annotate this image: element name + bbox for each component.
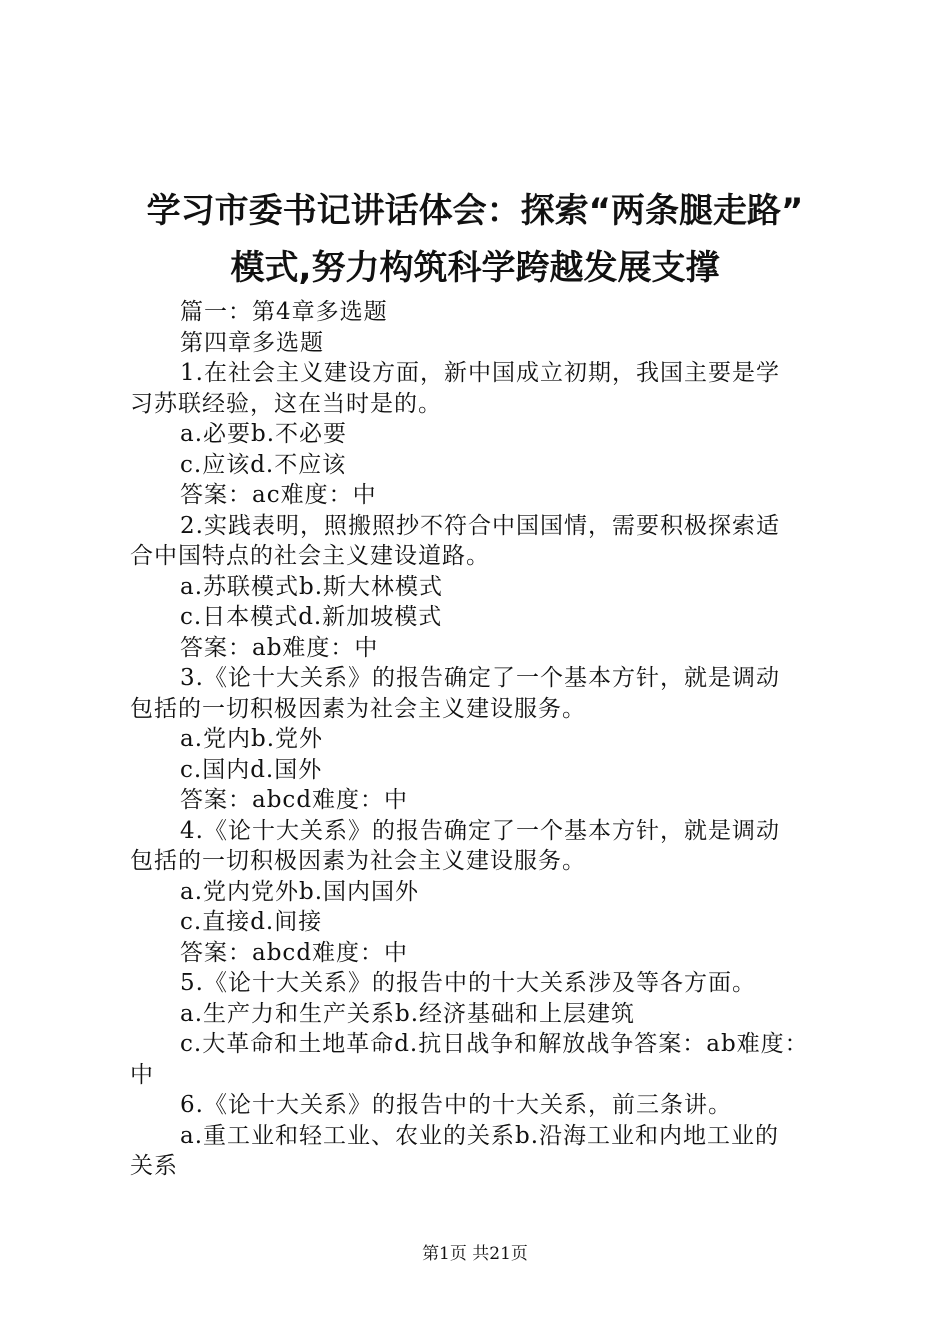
body-line: c.应该d.不应该: [180, 451, 347, 478]
body-line: 5.《论十大关系》的报告中的十大关系涉及等各方面。: [180, 970, 756, 996]
page-footer: 第1页 共21页: [422, 1244, 528, 1264]
body-line: c.国内d.国外: [180, 756, 323, 783]
body-line: 1.在社会主义建设方面，新中国成立初期，我国主要是学: [180, 360, 780, 386]
document-title-line-2: 模式,努力构筑科学跨越发展支撑: [230, 248, 720, 288]
body-line: 2.实践表明，照搬照抄不符合中国国情，需要积极探索适: [180, 512, 780, 539]
body-line: 合中国特点的社会主义建设道路。: [130, 543, 490, 569]
body-line: c.日本模式d.新加坡模式: [180, 604, 443, 630]
body-line: 答案：abcd难度：中: [180, 939, 409, 966]
body-line: a.生产力和生产关系b.经济基础和上层建筑: [180, 1000, 636, 1027]
body-line: 中: [130, 1061, 154, 1088]
body-line: a.重工业和轻工业、农业的关系b.沿海工业和内地工业的: [180, 1122, 780, 1149]
document-title-line-1: 学习市委书记讲话体会：探索“两条腿走路”: [146, 191, 804, 231]
body-line: 3.《论十大关系》的报告确定了一个基本方针，就是调动: [180, 665, 780, 691]
body-line: a.苏联模式b.斯大林模式: [180, 573, 444, 600]
body-line: 第四章多选题: [180, 329, 324, 356]
body-line: c.大革命和土地革命d.抗日战争和解放战争答案：ab难度：: [180, 1031, 809, 1057]
body-line: 习苏联经验，这在当时是的。: [130, 390, 442, 417]
body-line: 关系: [130, 1153, 178, 1179]
body-line: 6.《论十大关系》的报告中的十大关系，前三条讲。: [180, 1092, 732, 1118]
body-line: 4.《论十大关系》的报告确定了一个基本方针，就是调动: [180, 817, 780, 844]
body-line: 答案：ac难度：中: [180, 482, 377, 508]
body-line: 包括的一切积极因素为社会主义建设服务。: [130, 695, 586, 722]
body-line: 答案：abcd难度：中: [180, 787, 409, 813]
body-line: a.党内党外b.国内国外: [180, 878, 420, 905]
body-line: 包括的一切积极因素为社会主义建设服务。: [130, 848, 586, 874]
body-line: c.直接d.间接: [180, 909, 323, 935]
document-body: [130, 297, 842, 1182]
body-line: 答案：ab难度：中: [180, 634, 379, 661]
body-line: 篇一：第4章多选题: [180, 299, 388, 325]
body-line: a.党内b.党外: [180, 726, 324, 752]
body-line: a.必要b.不必要: [180, 421, 348, 447]
